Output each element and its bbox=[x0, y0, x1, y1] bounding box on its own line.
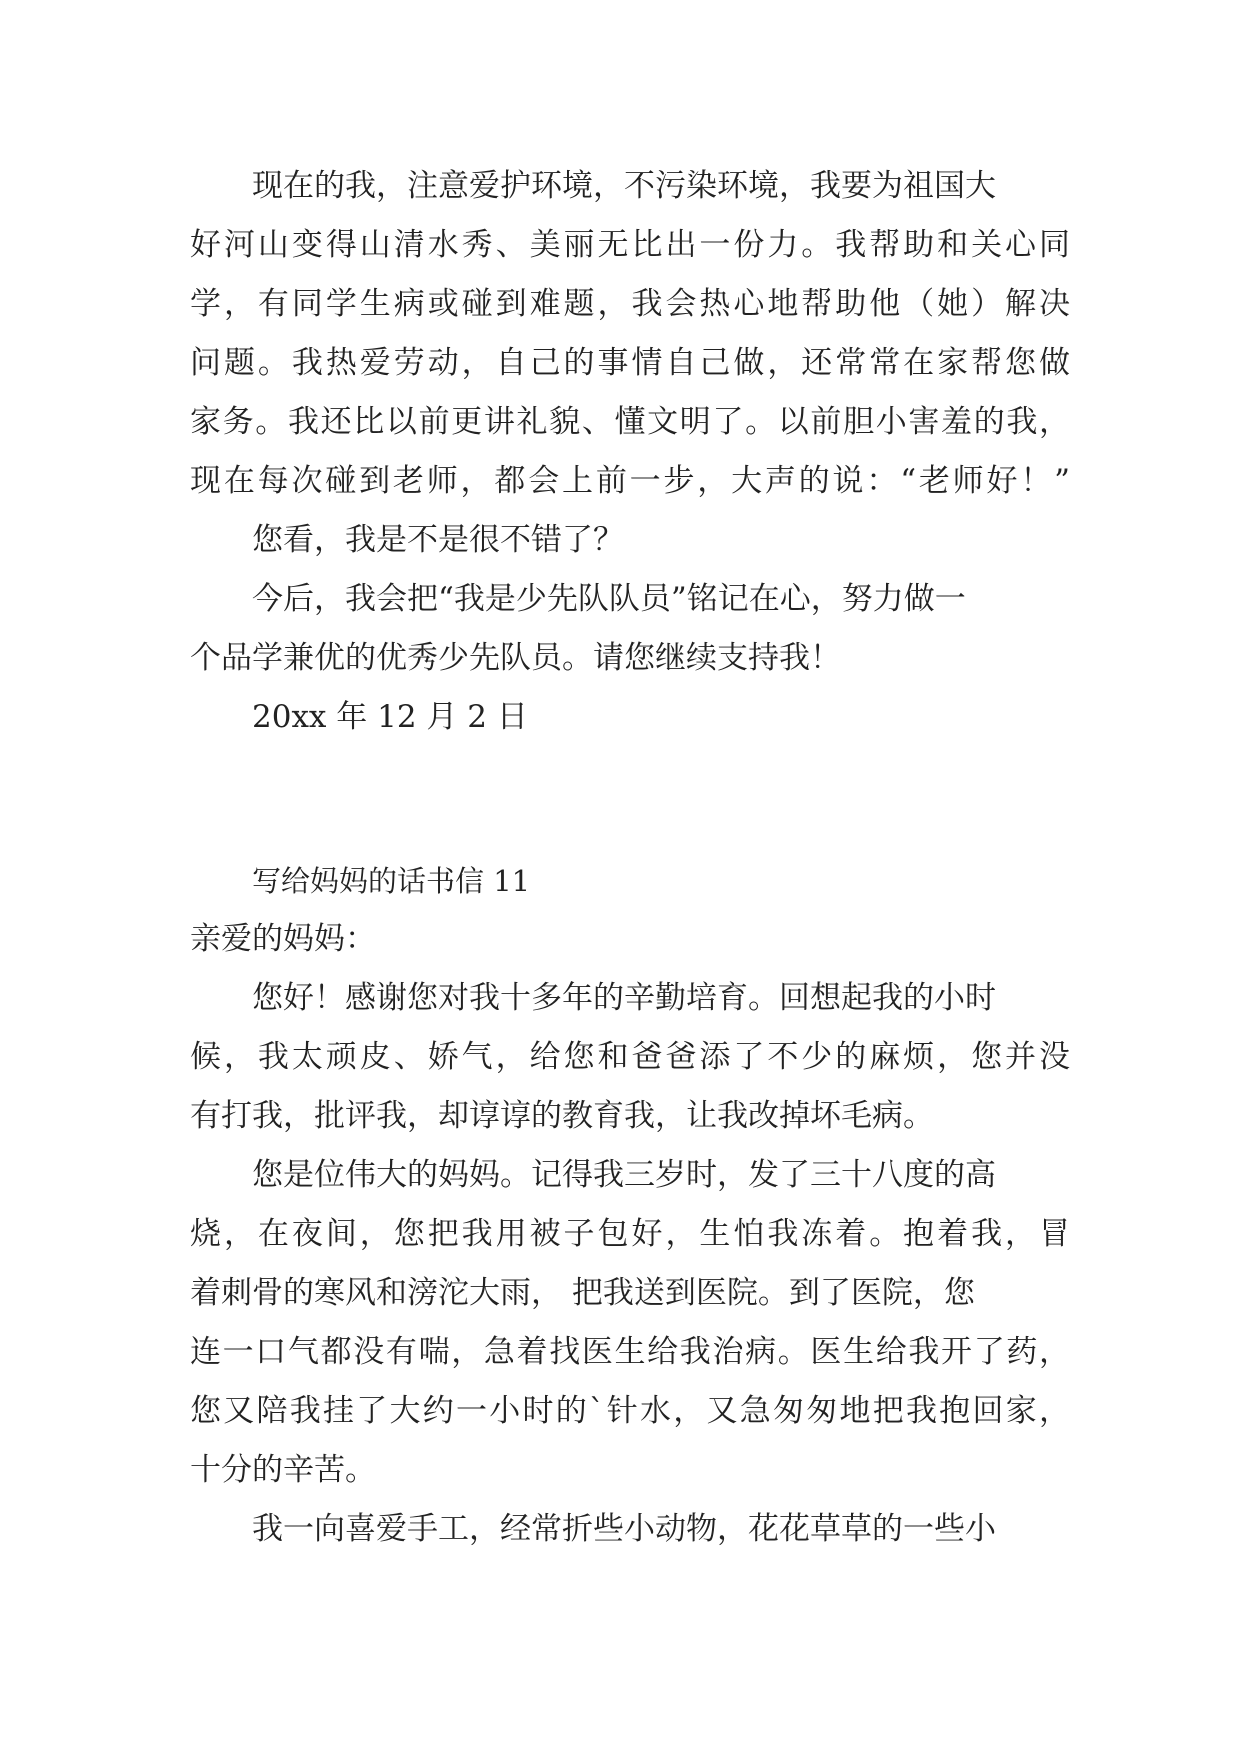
letter-date: 20xx 年 12 月 2 日 bbox=[252, 699, 528, 735]
text-line: 连一口气都没有喘，急着找医生给我治病。医生给我开了药， bbox=[190, 1334, 1070, 1370]
salutation: 亲爱的妈妈： bbox=[190, 921, 376, 957]
text-line: 您好！感谢您对我十多年的辛勤培育。回想起我的小时 bbox=[252, 980, 996, 1016]
text-line: 我一向喜爱手工，经常折些小动物，花花草草的一些小 bbox=[252, 1511, 996, 1547]
text-line: 着刺骨的寒风和滂沱大雨， 把我送到医院。到了医院，您 bbox=[190, 1275, 975, 1311]
text-line: 您是位伟大的妈妈。记得我三岁时，发了三十八度的高 bbox=[252, 1157, 996, 1193]
text-line: 烧，在夜间，您把我用被子包好，生怕我冻着。抱着我，冒 bbox=[190, 1216, 1070, 1252]
text-line: 问题。我热爱劳动，自己的事情自己做，还常常在家帮您做 bbox=[190, 345, 1070, 381]
letter-title: 写给妈妈的话书信 11 bbox=[252, 864, 531, 898]
text-line: 您又陪我挂了大约一小时的`针水，又急匆匆地把我抱回家， bbox=[190, 1393, 1070, 1429]
text-line: 您看，我是不是很不错了？ bbox=[252, 522, 624, 558]
text-line: 学，有同学生病或碰到难题，我会热心地帮助他（她）解决 bbox=[190, 286, 1070, 322]
text-line: 现在的我，注意爱护环境，不污染环境，我要为祖国大 bbox=[252, 168, 996, 204]
text-line: 家务。我还比以前更讲礼貌、懂文明了。以前胆小害羞的我， bbox=[190, 404, 1070, 440]
text-line: 有打我，批评我，却谆谆的教育我，让我改掉坏毛病。 bbox=[190, 1098, 934, 1134]
text-line: 个品学兼优的优秀少先队员。请您继续支持我！ bbox=[190, 640, 841, 676]
text-line: 好河山变得山清水秀、美丽无比出一份力。我帮助和关心同 bbox=[190, 227, 1070, 263]
text-line: 十分的辛苦。 bbox=[190, 1452, 376, 1488]
text-line: 候，我太顽皮、娇气，给您和爸爸添了不少的麻烦，您并没 bbox=[190, 1039, 1070, 1075]
text-line: 今后，我会把“我是少先队队员”铭记在心，努力做一 bbox=[252, 581, 966, 617]
text-line: 现在每次碰到老师，都会上前一步，大声的说：“老师好！” bbox=[190, 463, 1070, 499]
